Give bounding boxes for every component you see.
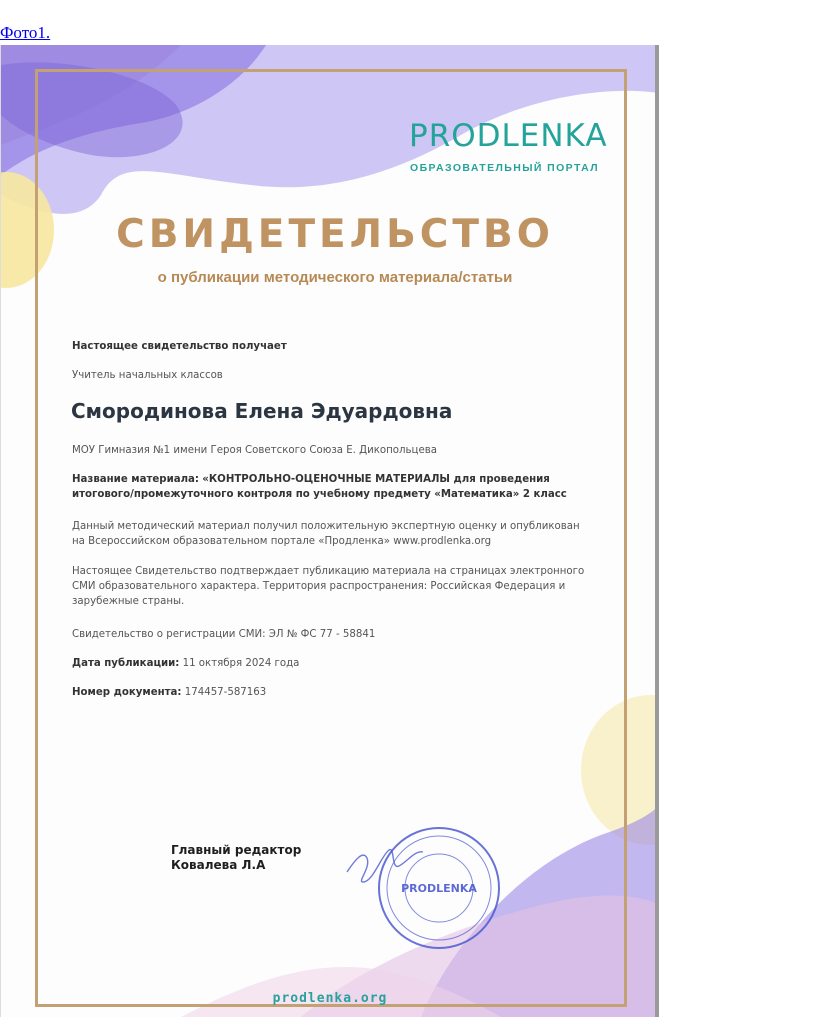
date-label: Дата публикации: [72,658,180,669]
material-label: Название материала: [72,474,200,485]
document-edge [655,45,659,1017]
expert-line2: на Всероссийском образовательном портале «Продленка» www.prodlenka.org [72,536,492,547]
confirm-text [72,564,584,609]
confirm-line3: зарубежные страны. [72,596,185,607]
material-title [72,472,567,502]
date-value: 11 октября 2024 года [182,658,300,669]
doc-label: Номер документа: [72,687,182,698]
photo-link[interactable]: Фото1. [0,23,51,42]
confirm-line1: Настоящее Свидетельство подтверждает публикацию материала на страницах электронного [72,566,585,577]
recipient-name: Смородинова Елена Эдуардовна [71,399,453,423]
editor-title: Главный редактор [171,843,302,857]
stamp-text: PRODLENKA [401,882,477,895]
expert-line1: Данный методический материал получил положительную экспертную оценку и опубликован [72,521,580,532]
editor-name: Ковалева Л.А [171,858,266,872]
confirm-line2: СМИ образовательного характера. Территория распространения: Российская Федерация и [72,581,566,592]
doc-value: 174457-587163 [184,687,267,698]
recipient-intro: Настоящее свидетельство получает [72,341,287,352]
certificate-image [0,45,659,1017]
prodlenka-logo: PRODLENKA [409,118,608,154]
stamp-and-signature [345,810,505,950]
logo-subtitle: ОБРАЗОВАТЕЛЬНЫЙ ПОРТАЛ [410,162,599,174]
organization: МОУ Гимназия №1 имени Героя Советского Союза Е. Дикопольцева [72,445,437,456]
material-title-line2: итогового/промежуточного контроля по учебному предмету «Математика» 2 класс [72,489,567,500]
footer-url: prodlenka.org [272,991,388,1006]
certificate-title: СВИДЕТЕЛЬСТВО [116,212,554,257]
chief-editor [171,843,301,873]
registration-text: Свидетельство о регистрации СМИ: ЭЛ № ФС 77 - 58841 [72,629,376,640]
certificate-subtitle: о публикации методического материала/статьи [157,269,513,286]
publication-date [72,656,299,671]
expert-text [72,519,580,549]
recipient-position: Учитель начальных классов [72,370,223,381]
document-number [72,685,266,700]
material-title-line1: «КОНТРОЛЬНО-ОЦЕНОЧНЫЕ МАТЕРИАЛЫ для проведения [202,474,550,485]
